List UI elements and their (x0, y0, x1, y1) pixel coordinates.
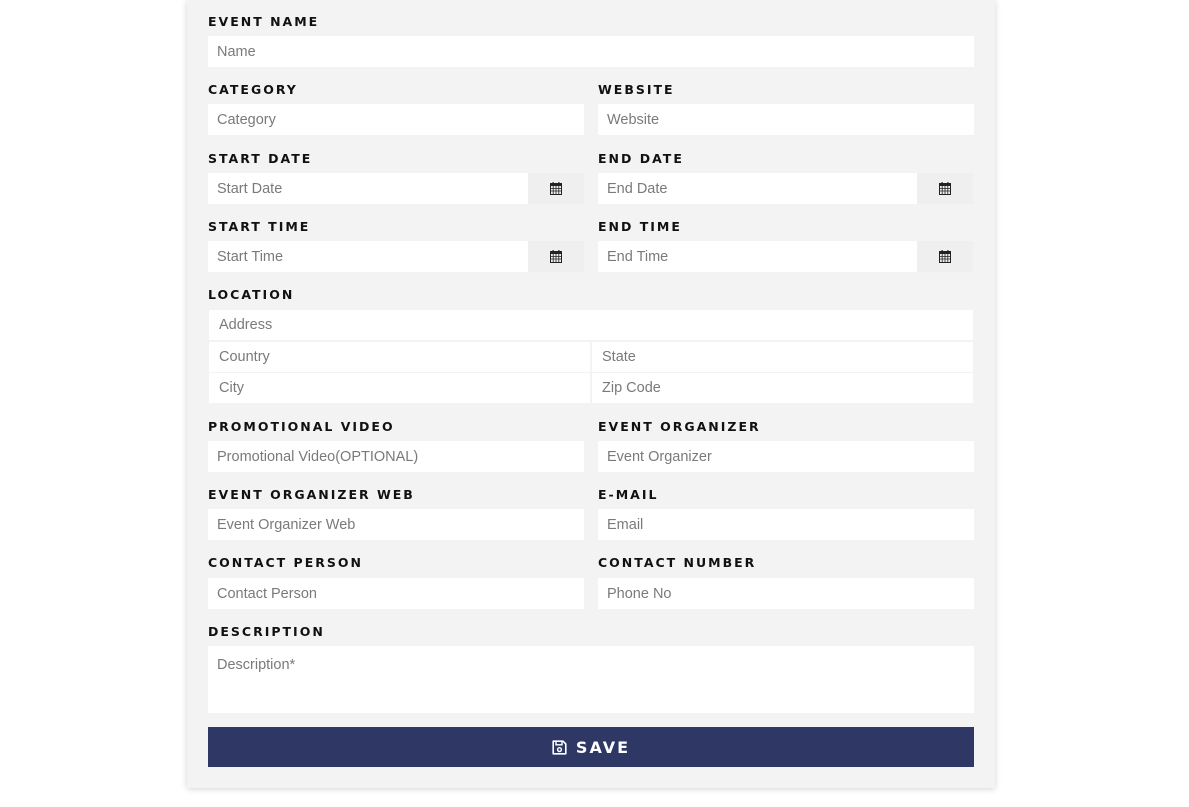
start-time-label: START TIME (208, 219, 311, 234)
category-label: CATEGORY (208, 82, 298, 97)
contact-person-input[interactable] (208, 578, 584, 609)
promotional-video-label: PROMOTIONAL VIDEO (208, 419, 395, 434)
website-label: WEBSITE (598, 82, 675, 97)
location-label: LOCATION (208, 287, 295, 302)
floppy-disk-icon (552, 740, 567, 755)
end-time-input[interactable] (598, 241, 917, 272)
email-label: E-MAIL (598, 487, 659, 502)
event-organizer-web-input[interactable] (208, 509, 584, 540)
description-textarea[interactable] (208, 646, 974, 713)
start-date-input[interactable] (208, 173, 528, 204)
end-date-input[interactable] (598, 173, 917, 204)
description-label: DESCRIPTION (208, 624, 325, 639)
contact-number-input[interactable] (598, 578, 974, 609)
state-input[interactable] (592, 342, 973, 372)
event-organizer-web-label: EVENT ORGANIZER WEB (208, 487, 415, 502)
category-input[interactable] (208, 104, 584, 135)
event-organizer-label: EVENT ORGANIZER (598, 419, 761, 434)
event-name-label: EVENT NAME (208, 14, 320, 29)
zip-code-input[interactable] (592, 373, 973, 403)
end-date-label: END DATE (598, 151, 684, 166)
save-button-label: SAVE (575, 737, 631, 757)
email-input[interactable] (598, 509, 974, 540)
promotional-video-input[interactable] (208, 441, 584, 472)
calendar-icon (550, 182, 562, 195)
save-button[interactable] (208, 727, 974, 767)
website-input[interactable] (598, 104, 974, 135)
end-time-label: END TIME (598, 219, 682, 234)
address-input[interactable] (209, 310, 973, 340)
end-time-calendar-button[interactable] (917, 241, 973, 272)
country-input[interactable] (209, 342, 590, 372)
contact-number-label: CONTACT NUMBER (598, 555, 757, 570)
contact-person-label: CONTACT PERSON (208, 555, 363, 570)
event-name-input[interactable] (208, 36, 974, 67)
start-time-calendar-button[interactable] (528, 241, 584, 272)
city-input[interactable] (209, 373, 590, 403)
end-date-calendar-button[interactable] (917, 173, 973, 204)
calendar-icon (939, 182, 951, 195)
event-organizer-input[interactable] (598, 441, 974, 472)
start-date-calendar-button[interactable] (528, 173, 584, 204)
start-date-label: START DATE (208, 151, 313, 166)
calendar-icon (939, 250, 951, 263)
calendar-icon (550, 250, 562, 263)
event-form-card (187, 0, 995, 788)
start-time-input[interactable] (208, 241, 528, 272)
